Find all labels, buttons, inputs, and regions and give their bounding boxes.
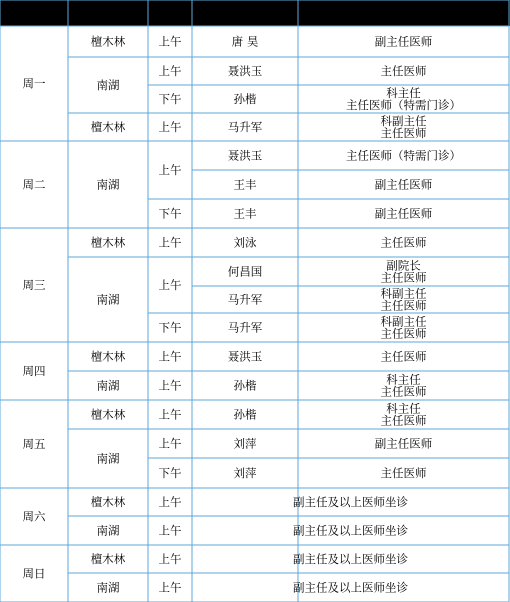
doctor-name: 孙楷 — [233, 92, 257, 106]
period-label: 下午 — [158, 320, 182, 335]
doctor-name: 王丰 — [233, 206, 257, 221]
period-label: 上午 — [158, 495, 182, 509]
day-label: 周六 — [22, 509, 46, 524]
doctor-name: 何昌国 — [227, 264, 263, 279]
title-cell: 副主任医师 — [374, 436, 433, 451]
title-cell: 主任医师 — [380, 235, 427, 250]
campus-label: 檀木林 — [90, 495, 126, 509]
title-cell-merged: 副主任及以上医师坐诊 — [293, 495, 408, 509]
period-label: 上午 — [158, 163, 182, 177]
doctor-name: 聂洪玉 — [227, 148, 263, 163]
campus-label: 檀木林 — [90, 120, 126, 134]
period-label: 上午 — [158, 407, 182, 422]
period-label: 上午 — [158, 552, 182, 566]
period-label: 上午 — [158, 34, 182, 49]
doctor-name: 马升军 — [227, 292, 263, 307]
period-label: 上午 — [158, 378, 182, 393]
header-day: 时 间 — [18, 7, 50, 22]
day-label: 周日 — [22, 566, 46, 581]
doctor-name: 孙楷 — [233, 407, 257, 422]
campus-label: 檀木林 — [90, 235, 126, 250]
title-cell: 科主任主任医师 — [380, 401, 427, 428]
period-label: 上午 — [158, 235, 182, 250]
period-label: 下午 — [158, 92, 182, 106]
day-label: 周三 — [22, 278, 46, 292]
title-cell: 主任医师 — [380, 349, 427, 364]
title-cell-merged: 副主任及以上医师坐诊 — [293, 523, 408, 538]
title-cell: 主任医师 — [380, 64, 427, 78]
doctor-name: 唐 昊 — [231, 34, 259, 49]
campus-label: 南湖 — [96, 177, 120, 192]
campus-label: 南湖 — [96, 580, 120, 595]
campus-label: 南湖 — [96, 378, 120, 393]
doctor-name: 王丰 — [233, 177, 257, 192]
title-cell: 科副主任主任医师 — [380, 114, 427, 140]
header-title: 职务／职称 — [369, 7, 435, 22]
doctor-name: 刘萍 — [233, 436, 257, 451]
doctor-name: 马升军 — [227, 320, 263, 335]
title-cell: 科主任主任医师（特需门诊） — [346, 86, 461, 112]
title-cell: 主任医师（特需门诊） — [346, 148, 461, 163]
doctor-name: 孙楷 — [233, 378, 257, 393]
day-label: 周一 — [22, 76, 46, 91]
period-label: 上午 — [158, 64, 182, 78]
period-label: 下午 — [158, 466, 182, 480]
title-cell: 科副主任主任医师 — [380, 314, 427, 341]
title-cell: 副主任医师 — [374, 34, 433, 49]
period-label: 上午 — [158, 436, 182, 451]
period-label: 上午 — [158, 580, 182, 595]
period-label: 上午 — [158, 120, 182, 134]
title-cell: 科副主任主任医师 — [380, 286, 427, 313]
title-cell-merged: 副主任及以上医师坐诊 — [293, 552, 408, 566]
doctor-name: 聂洪玉 — [227, 349, 263, 364]
doctor-name: 聂洪玉 — [227, 64, 263, 78]
campus-label: 南湖 — [96, 78, 120, 92]
period-label: 下午 — [158, 206, 182, 221]
campus-label: 南湖 — [96, 451, 120, 466]
campus-label: 檀木林 — [90, 552, 126, 566]
doctor-name: 刘萍 — [233, 466, 257, 480]
title-cell: 科主任主任医师 — [380, 372, 427, 399]
campus-label: 南湖 — [96, 523, 120, 538]
period-label: 上午 — [158, 349, 182, 364]
title-cell: 副主任医师 — [374, 177, 433, 192]
title-cell-merged: 副主任及以上医师坐诊 — [293, 580, 408, 595]
campus-label: 南湖 — [96, 292, 120, 307]
period-label: 上午 — [158, 523, 182, 538]
table-cells — [23, 35, 462, 595]
doctor-name: 马升军 — [227, 120, 263, 134]
title-cell: 副院长主任医师 — [380, 258, 427, 285]
header-doctor: 医 生 — [229, 7, 261, 22]
campus-label: 檀木林 — [90, 349, 126, 364]
period-label: 上午 — [158, 278, 182, 292]
day-label: 周四 — [22, 364, 46, 378]
day-label: 周二 — [22, 177, 46, 192]
header-campus: 院 区 — [119, 7, 151, 22]
title-cell: 副主任医师 — [374, 206, 433, 221]
campus-label: 檀木林 — [90, 407, 126, 422]
day-label: 周五 — [22, 437, 46, 451]
title-cell: 主任医师 — [380, 466, 427, 480]
doctor-name: 刘泳 — [233, 235, 257, 250]
campus-label: 檀木林 — [90, 34, 126, 49]
